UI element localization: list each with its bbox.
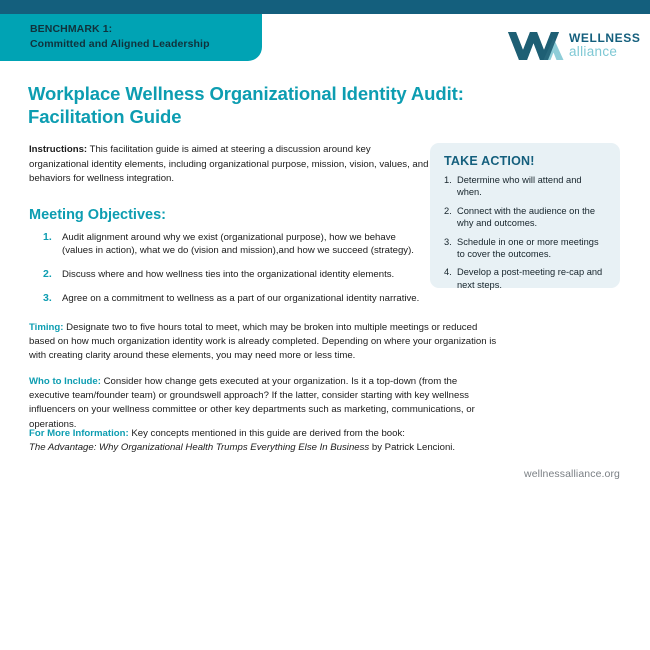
book-title: The Advantage: Why Organizational Health Trumps Everything Else In Business: [29, 442, 370, 454]
instructions-label: Instructions:: [29, 144, 88, 155]
timing-paragraph: [29, 321, 499, 364]
footer-website-url[interactable]: wellnessalliance.org: [524, 468, 620, 480]
list-item-text: Audit alignment around why we exist (organizational purpose), how we behave (values in action), what we do (vision and mission),and how we succeed (strategy).: [62, 231, 414, 257]
benchmark-tab: [0, 14, 262, 61]
benchmark-title: Committed and Aligned Leadership: [30, 38, 210, 50]
for-more-information-section: [29, 427, 499, 455]
list-item-text: Develop a post-meeting re-cap and next steps.: [457, 267, 603, 290]
list-item: [444, 236, 607, 261]
list-item-number: 2.: [444, 205, 452, 216]
list-item-text: Determine who will attend and when.: [457, 175, 582, 198]
left-content-column: [29, 143, 429, 315]
instructions-paragraph: [29, 143, 429, 187]
logo-wordmark: [569, 32, 640, 59]
book-author: by Patrick Lencioni.: [369, 442, 456, 454]
list-item-text: Schedule in one or more meetings to cover the outcomes.: [457, 236, 599, 260]
timing-label: Timing:: [29, 322, 64, 333]
meeting-objectives-list: [29, 231, 429, 305]
list-item: [444, 205, 607, 230]
list-item-number: 3.: [43, 291, 52, 304]
list-item: [444, 174, 607, 199]
who-to-include-section: [29, 375, 499, 432]
timing-text: Designate two to five hours total to meet, which may be broken into multiple meetings or reduced based on how much organization identity work is already completed. Depending on where your organization is with creating clarity around these elements, you may need more or less time.: [29, 322, 497, 362]
more-info-label: For More Information:: [29, 428, 129, 439]
logo-wordmark-top: WELLNESS: [569, 30, 641, 45]
take-action-title: TAKE ACTION!: [444, 154, 535, 168]
list-item-text: Connect with the audience on the why and outcomes.: [457, 205, 596, 229]
list-item-number: 1.: [43, 230, 52, 243]
logo-mark-wa-icon: [505, 26, 567, 64]
page-title: Workplace Wellness Organizational Identity Audit: Facilitation Guide: [28, 83, 464, 127]
list-item-number: 4.: [444, 267, 452, 278]
list-item-number: 1.: [444, 175, 452, 185]
benchmark-eyebrow: BENCHMARK 1:: [30, 23, 113, 35]
logo-wordmark-bottom: alliance: [569, 43, 618, 59]
take-action-callout-box: [430, 143, 620, 288]
list-item: [29, 231, 429, 258]
who-to-include-text: Consider how change gets executed at your organization. Is it a top-down (from the executive team/founder team) or groundswell approach? If the latter, consider starting with key wellness influencers on your wellness committee or other key departments such as marketing, communications, or operations.: [29, 376, 475, 430]
list-item-text: Discuss where and how wellness ties into the organizational identity elements.: [62, 268, 395, 280]
list-item-number: 2.: [43, 267, 52, 280]
take-action-list: [444, 174, 607, 291]
list-item-number: 3.: [444, 236, 452, 247]
list-item: [444, 266, 607, 291]
who-to-include-paragraph: [29, 375, 499, 432]
who-to-include-label: Who to Include:: [29, 376, 101, 387]
more-info-text: Key concepts mentioned in this guide are derived from the book:: [128, 428, 405, 439]
meeting-objectives-heading: Meeting Objectives:: [29, 206, 166, 223]
wellness-alliance-logo: [505, 24, 641, 66]
more-info-book-line: [29, 441, 499, 455]
timing-section: [29, 321, 499, 364]
instructions-text: This facilitation guide is aimed at steering a discussion around key organizational identity elements, including organizational purpose, mission, vision, values, and behaviors for wellness integration.: [29, 144, 429, 185]
more-info-paragraph: [29, 427, 499, 441]
list-item: [29, 292, 429, 306]
top-banner-bar: [0, 0, 650, 14]
list-item-text: Agree on a commitment to wellness as a part of our organizational identity narrative.: [62, 292, 420, 304]
list-item: [29, 268, 429, 282]
